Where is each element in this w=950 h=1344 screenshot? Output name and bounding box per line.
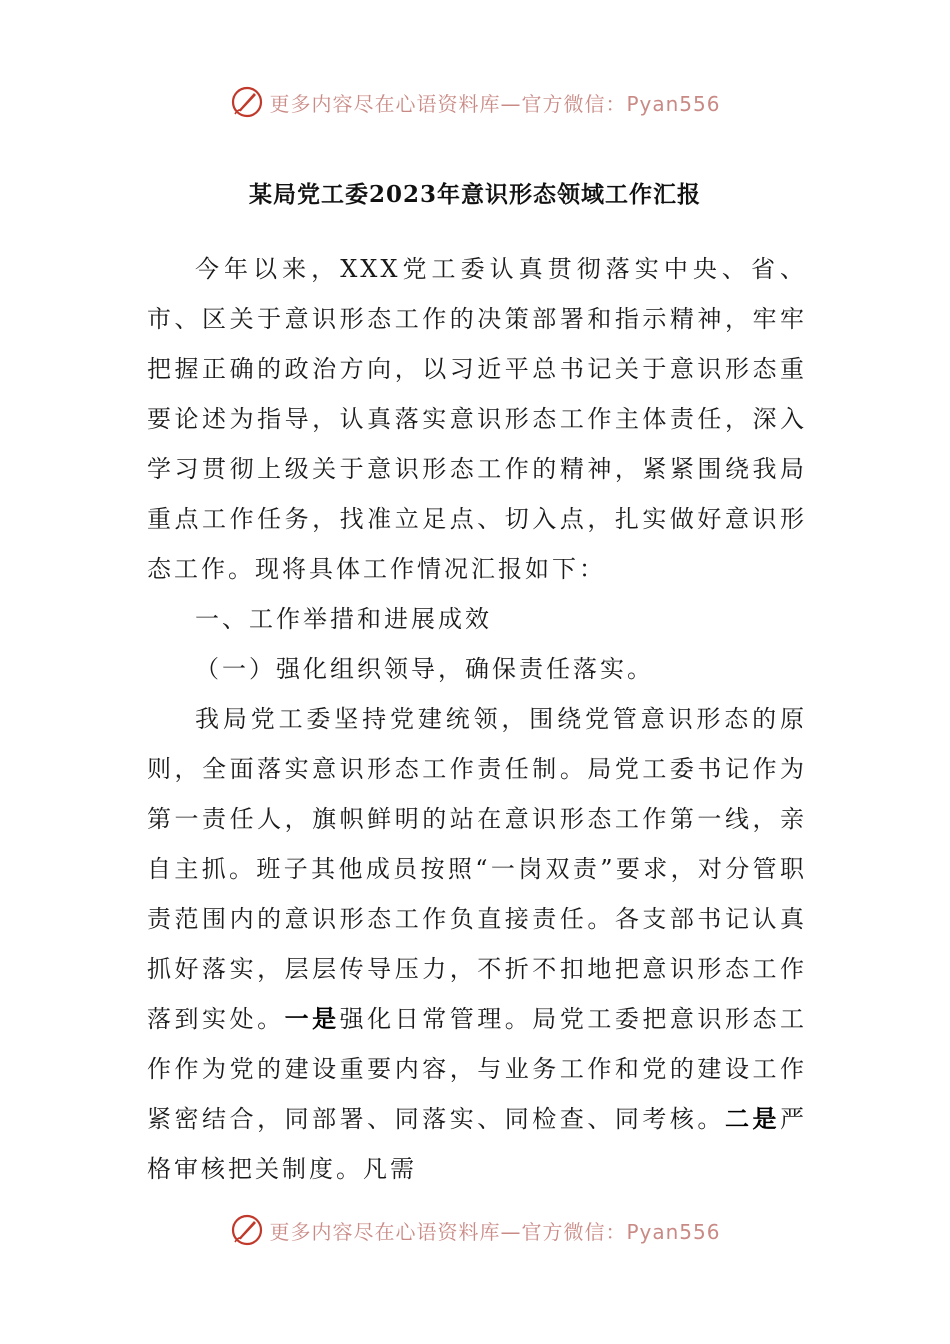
subsection-heading: （一）强化组织领导，确保责任落实。 xyxy=(195,655,654,683)
intro-paragraph: 今年以来，XXX党工委认真贯彻落实中央、省、市、区关于意识形态工作的决策部署和指示精神，牢牢把握正确的政治方向，以习近平总书记关于意识形态重要论述为指导，认真落实意识形态工作主体责任，深入学习贯彻上级关于意识形态工作的精神，紧紧围绕我局重点工作任务，找准立足点、切入点，扎实做好意识形态工作。现将具体工作情况汇报如下： xyxy=(147,255,807,583)
paragraph-text-b: 强化日常管理。局党工委把意识形态工作作为党的建设重要内容，与业务工作和党的建设工作紧密结合，同部署、同落实、同检查、同考核。 xyxy=(147,1005,808,1133)
document-title: 某局党工委2023年意识形态领域工作汇报 xyxy=(248,181,701,208)
bold-marker-1: 一是 xyxy=(284,1004,340,1033)
quill-logo-icon xyxy=(229,84,265,120)
body-paragraph xyxy=(147,694,807,1194)
document-body xyxy=(147,244,807,1194)
watermark-footer xyxy=(0,1210,950,1250)
section-heading: 一、工作举措和进展成效 xyxy=(195,605,492,633)
paragraph-text-c: 严格审核把关制度。凡需 xyxy=(147,1105,808,1183)
paragraph-text-a: 我局党工委坚持党建统领，围绕党管意识形态的原则，全面落实意识形态工作责任制。局党工委书记作为第一责任人，旗帜鲜明的站在意识形态工作第一线，亲自主抓。班子其他成员按照“一岗双责”要求，对分管职责范围内的意识形态工作负直接责任。各支部书记认真抓好落实，层层传导压力，不折不扣地把意识形态工作落到实处。 xyxy=(147,705,807,1033)
watermark-text: 更多内容尽在心语资料库—官方微信：Pyan556 xyxy=(269,91,721,116)
bold-marker-2: 二是 xyxy=(724,1104,781,1133)
watermark-header xyxy=(0,82,950,122)
quill-logo-icon xyxy=(229,1212,265,1248)
watermark-text: 更多内容尽在心语资料库—官方微信：Pyan556 xyxy=(269,1219,721,1244)
